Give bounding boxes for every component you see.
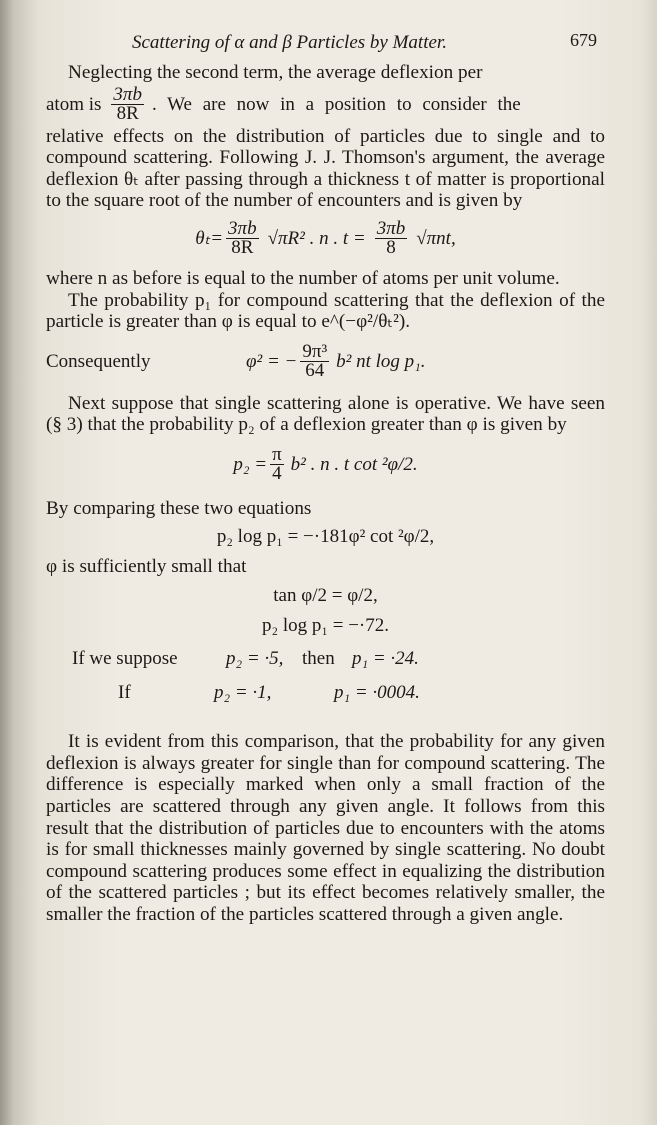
eq1-f1-num: 3πb <box>228 218 257 240</box>
paragraph-5: By comparing these two equations <box>46 497 312 519</box>
paragraph-1-line-2 <box>46 84 605 126</box>
paragraph-1-line-1: Neglecting the second term, the average deflexion per <box>68 62 483 83</box>
eq1-f1-den: 8R <box>231 237 254 259</box>
p1-prefix: atom is <box>46 93 102 115</box>
paragraph-3: The probability p₁ for compound scattering that the deflexion of the particle is greater than φ is equal to e^(−φ²/θₜ²). <box>46 289 605 333</box>
supposition-1-p1: p₁ = ·24. <box>352 648 419 670</box>
eq3-num: π <box>272 444 282 466</box>
equation-1 <box>46 214 605 264</box>
eq1-end: √πnt, <box>416 227 456 249</box>
page-number: 679 <box>570 30 597 50</box>
paragraph-2: where n as before is equal to the number of atoms per unit volume. <box>46 267 560 289</box>
eq2-num: 9π³ <box>302 341 328 363</box>
eq3-den: 4 <box>272 463 282 485</box>
eq1-f2-num: 3πb <box>376 218 406 240</box>
supposition-1-then: then <box>302 648 335 670</box>
p1-fraction <box>111 86 144 123</box>
p1-fraction-num: 3πb <box>113 84 142 106</box>
eq3-lhs: p₂ = <box>233 453 268 475</box>
eq1-lhs: θₜ= <box>195 228 224 250</box>
paragraph-9: It is evident from this comparison, that the probability for any given deflexion is always greater for single than for compound scattering. The difference is especially marked when only a small fraction of the particles are scattered through any given angle. It follows from this result that the distribution of particles due to encounters with the atoms is for small thicknesses mainly governed by single scattering. No doubt compound scattering produces some effect in equalizing the distribution of the scattered particles ; but its effect becomes relatively smaller, the smaller the fraction of the particles scattered through a given angle. <box>46 731 605 925</box>
eq2-rhs: b² nt log p₁. <box>336 350 426 372</box>
supposition-row-2 <box>46 677 605 709</box>
supposition-2-p1: p₁ = ·0004. <box>334 682 420 704</box>
equation-5: tan φ/2 = φ/2, <box>273 585 378 607</box>
eq3-fraction <box>270 446 284 483</box>
eq2-fraction <box>300 343 329 380</box>
eq1-mid: √πR² . n . t = <box>267 227 366 249</box>
equation-3 <box>46 440 605 490</box>
supposition-1-label: If we suppose <box>72 648 178 670</box>
paragraph-4: Next suppose that single scattering alone is operative. We have seen (§ 3) that the probability p₂ of a deflexion greater than φ is given by <box>46 392 605 436</box>
supposition-row-1 <box>46 645 605 673</box>
running-title: Scattering of α and β Particles by Matter. <box>132 32 447 53</box>
equation-2-row <box>46 337 605 387</box>
eq2-lhs: φ² = − <box>246 350 298 372</box>
paragraph-1-rest: relative effects on the distribution of particles due to single and to compound scattering. Following J. J. Thomson's argument, the average deflexion θₜ after passing through a thickness t of matter is proportional to the square root of the number of encounters and is given by <box>46 125 605 212</box>
eq2-den: 64 <box>305 360 325 382</box>
consequently-label: Consequently <box>46 350 151 372</box>
supposition-2-p2: p₂ = ·1, <box>214 682 272 704</box>
supposition-1-p2: p₂ = ·5, <box>226 648 284 670</box>
paragraph-6: φ is sufficiently small that <box>46 555 247 577</box>
p1-suffix: . We are now in a position to consider the <box>151 93 521 115</box>
supposition-2-label: If <box>118 682 131 704</box>
eq1-fraction-1 <box>226 220 259 257</box>
equation-4: p₂ log p₁ = −·181φ² cot ²φ/2, <box>216 525 435 547</box>
p1-fraction-den: 8R <box>116 103 139 125</box>
eq1-f2-den: 8 <box>386 237 396 259</box>
equation-6: p₂ log p₁ = −·72. <box>261 615 390 637</box>
eq3-rhs: b² . n . t cot ²φ/2. <box>290 453 418 475</box>
eq1-fraction-2 <box>375 220 408 257</box>
running-head <box>46 28 605 62</box>
